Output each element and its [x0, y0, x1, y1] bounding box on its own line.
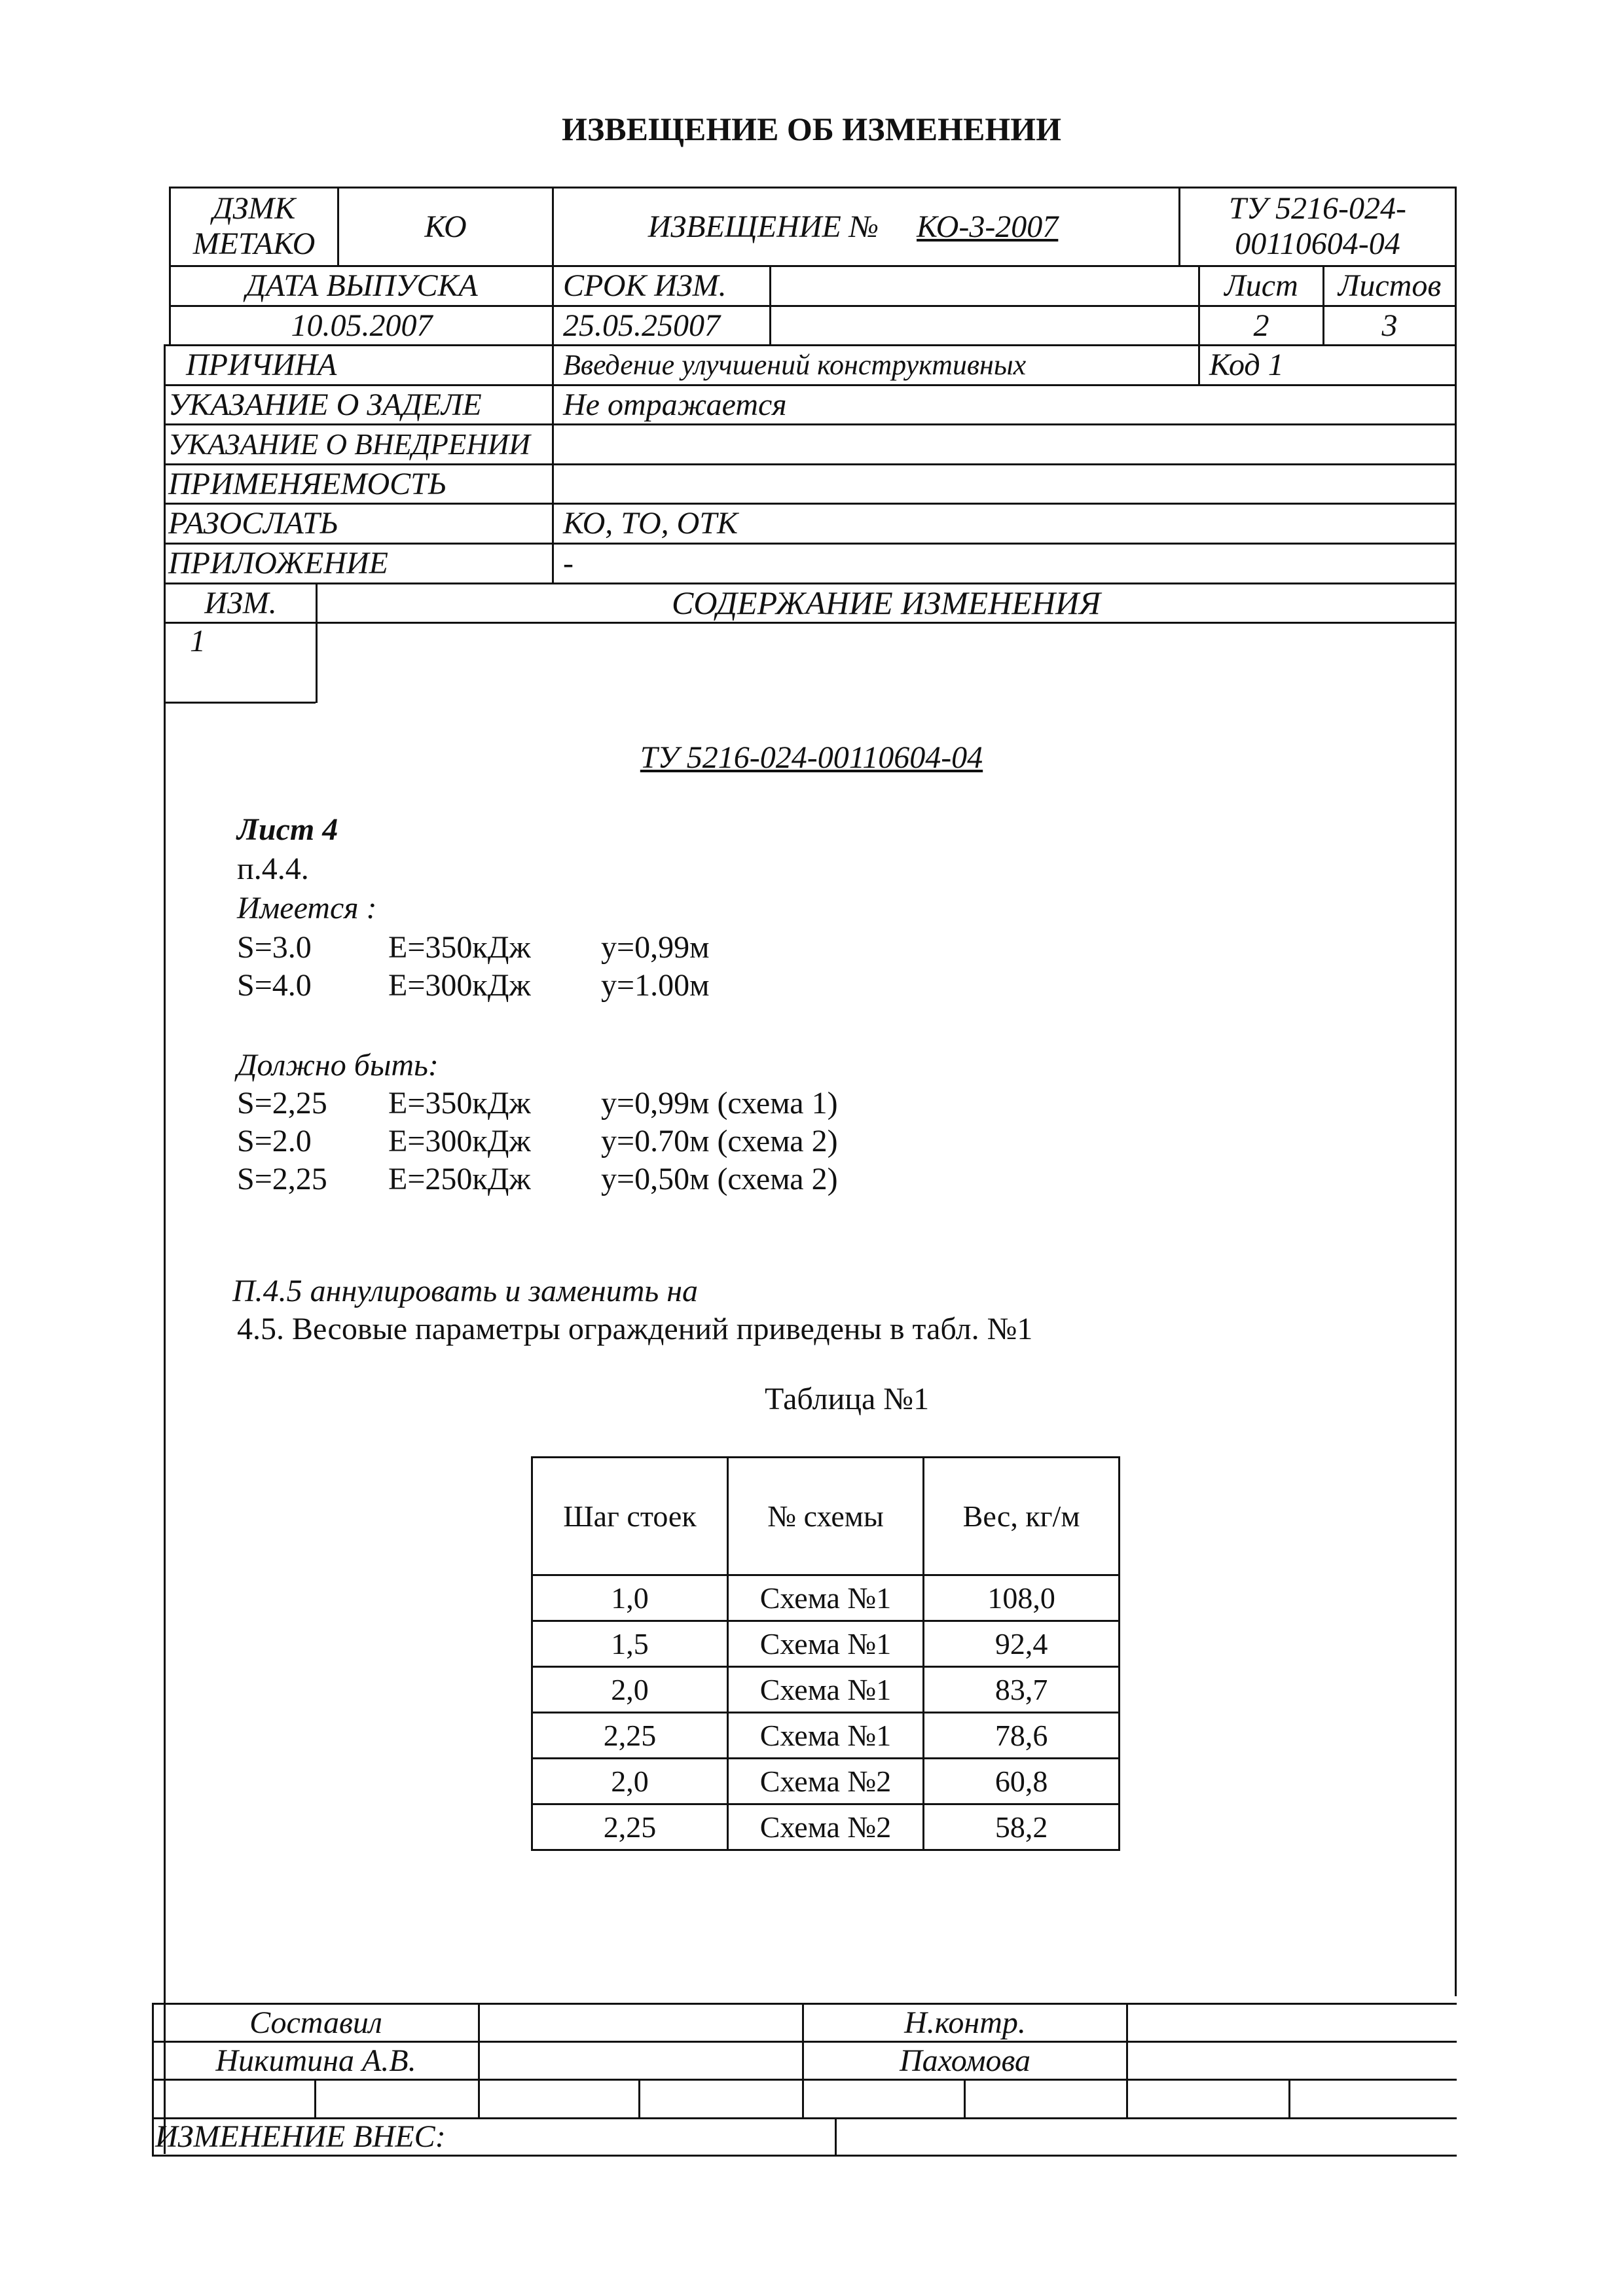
notice-number: КО-3-2007: [917, 209, 1059, 244]
table-cell: 2,0: [532, 1759, 728, 1804]
required-s: S=2,25: [237, 1086, 327, 1121]
spec-line2: 00110604-04: [1235, 226, 1400, 261]
table-cell: Схема №1: [727, 1621, 923, 1667]
attachment-value: -: [563, 546, 574, 581]
implementation-label: УКАЗАНИЕ О ВНЕДРЕНИИ: [168, 427, 530, 461]
table-row: [532, 1804, 1120, 1850]
table-cell: Схема №2: [727, 1804, 923, 1850]
content-label: СОДЕРЖАНИЕ ИЗМЕНЕНИЯ: [672, 584, 1101, 621]
table-cell: 2,25: [532, 1804, 728, 1850]
spec-reference: ТУ 5216-024-00110604-04: [640, 740, 983, 775]
existing-y: y=0,99м: [601, 930, 710, 965]
attachment-label: ПРИЛОЖЕНИЕ: [168, 546, 388, 581]
existing-s: S=3.0: [237, 930, 312, 965]
change-term-label: СРОК ИЗМ.: [563, 268, 727, 303]
distribute-label: РАЗОСЛАТЬ: [168, 506, 338, 541]
table-cell: Схема №2: [727, 1759, 923, 1804]
required-e: E=250кДж: [388, 1162, 531, 1196]
table-header-cell: Вес, кг/м: [924, 1458, 1120, 1575]
table-cell: Схема №1: [727, 1713, 923, 1759]
table-cell: 78,6: [924, 1713, 1120, 1759]
weight-table: [531, 1456, 1120, 1851]
annul-note: П.4.5 аннулировать и заменить на: [232, 1274, 699, 1308]
table-cell: 83,7: [924, 1667, 1120, 1713]
required-s: S=2,25: [237, 1162, 327, 1196]
norm-control-label: Н.контр.: [904, 2005, 1026, 2040]
required-y: y=0,50м (схема 2): [601, 1162, 838, 1196]
compiled-label: Составил: [249, 2005, 382, 2040]
reason-label: ПРИЧИНА: [186, 348, 337, 382]
required-y: y=0.70м (схема 2): [601, 1124, 838, 1158]
sheet-label: Лист: [1224, 268, 1298, 303]
existing-label: Имеется :: [237, 891, 377, 925]
existing-y: y=1.00м: [601, 968, 710, 1003]
document-title: ИЗВЕЩЕНИЕ ОБ ИЗМЕНЕНИИ: [561, 111, 1062, 147]
table-cell: 108,0: [924, 1575, 1120, 1621]
applicability-label: ПРИМЕНЯЕМОСТЬ: [168, 466, 447, 501]
table-caption: Таблица №1: [765, 1382, 930, 1416]
existing-s: S=4.0: [237, 968, 312, 1003]
table-header-row: [532, 1458, 1120, 1575]
spec-cell: [1180, 188, 1455, 265]
changed-by-label: ИЗМЕНЕНИЕ ВНЕС:: [155, 2119, 446, 2154]
backlog-value: Не отражается: [563, 387, 787, 422]
org-name-line2: МЕТАКО: [192, 226, 316, 261]
table-row: [532, 1575, 1120, 1621]
backlog-label: УКАЗАНИЕ О ЗАДЕЛЕ: [168, 387, 482, 422]
table-cell: 1,5: [532, 1621, 728, 1667]
required-y: y=0,99м (схема 1): [601, 1086, 838, 1121]
compiled-by: Никитина А.В.: [215, 2043, 416, 2078]
org-name-line1: ДЗМК: [212, 191, 296, 226]
table-row: [532, 1759, 1120, 1804]
sheet-number: 2: [1253, 308, 1269, 343]
table-row: [532, 1667, 1120, 1713]
table-cell: 1,0: [532, 1575, 728, 1621]
change-number: 1: [190, 624, 206, 658]
clause-reference: п.4.4.: [237, 852, 309, 886]
norm-control-by: Пахомова: [899, 2043, 1031, 2078]
table-cell: 60,8: [924, 1759, 1120, 1804]
table-cell: Схема №1: [727, 1667, 923, 1713]
required-s: S=2.0: [237, 1124, 312, 1158]
sheet-reference: Лист 4: [237, 812, 338, 847]
issue-date: 10.05.2007: [291, 308, 433, 343]
distribute-value: КО, ТО, ОТК: [563, 506, 738, 541]
issue-date-label: ДАТА ВЫПУСКА: [246, 268, 478, 303]
table-cell: Схема №1: [727, 1575, 923, 1621]
change-no-label: ИЗМ.: [204, 585, 277, 620]
required-label: Должно быть:: [237, 1048, 439, 1083]
notice-label: ИЗВЕЩЕНИЕ №: [647, 209, 879, 244]
table-cell: 92,4: [924, 1621, 1120, 1667]
sheets-label: Листов: [1338, 268, 1442, 303]
existing-e: E=350кДж: [388, 930, 531, 965]
table-row: [532, 1621, 1120, 1667]
notice-number-cell: [554, 188, 1178, 265]
required-e: E=300кДж: [388, 1124, 531, 1158]
change-term: 25.05.25007: [563, 308, 720, 343]
table-cell: 58,2: [924, 1804, 1120, 1850]
department: КО: [424, 209, 467, 244]
existing-e: E=300кДж: [388, 968, 531, 1003]
reason-code: Код 1: [1209, 348, 1284, 382]
table-cell: 2,25: [532, 1713, 728, 1759]
spec-line1: ТУ 5216-024-: [1229, 191, 1406, 226]
new-clause: 4.5. Весовые параметры ограждений приведены в табл. №1: [237, 1312, 1033, 1346]
required-e: E=350кДж: [388, 1086, 531, 1121]
reason-value: Введение улучшений конструктивных: [563, 349, 1027, 381]
org-cell: [172, 188, 337, 265]
table-cell: 2,0: [532, 1667, 728, 1713]
table-row: [532, 1713, 1120, 1759]
sheets-total: 3: [1381, 308, 1398, 343]
table-header-cell: № схемы: [727, 1458, 923, 1575]
table-header-cell: Шаг стоек: [532, 1458, 728, 1575]
